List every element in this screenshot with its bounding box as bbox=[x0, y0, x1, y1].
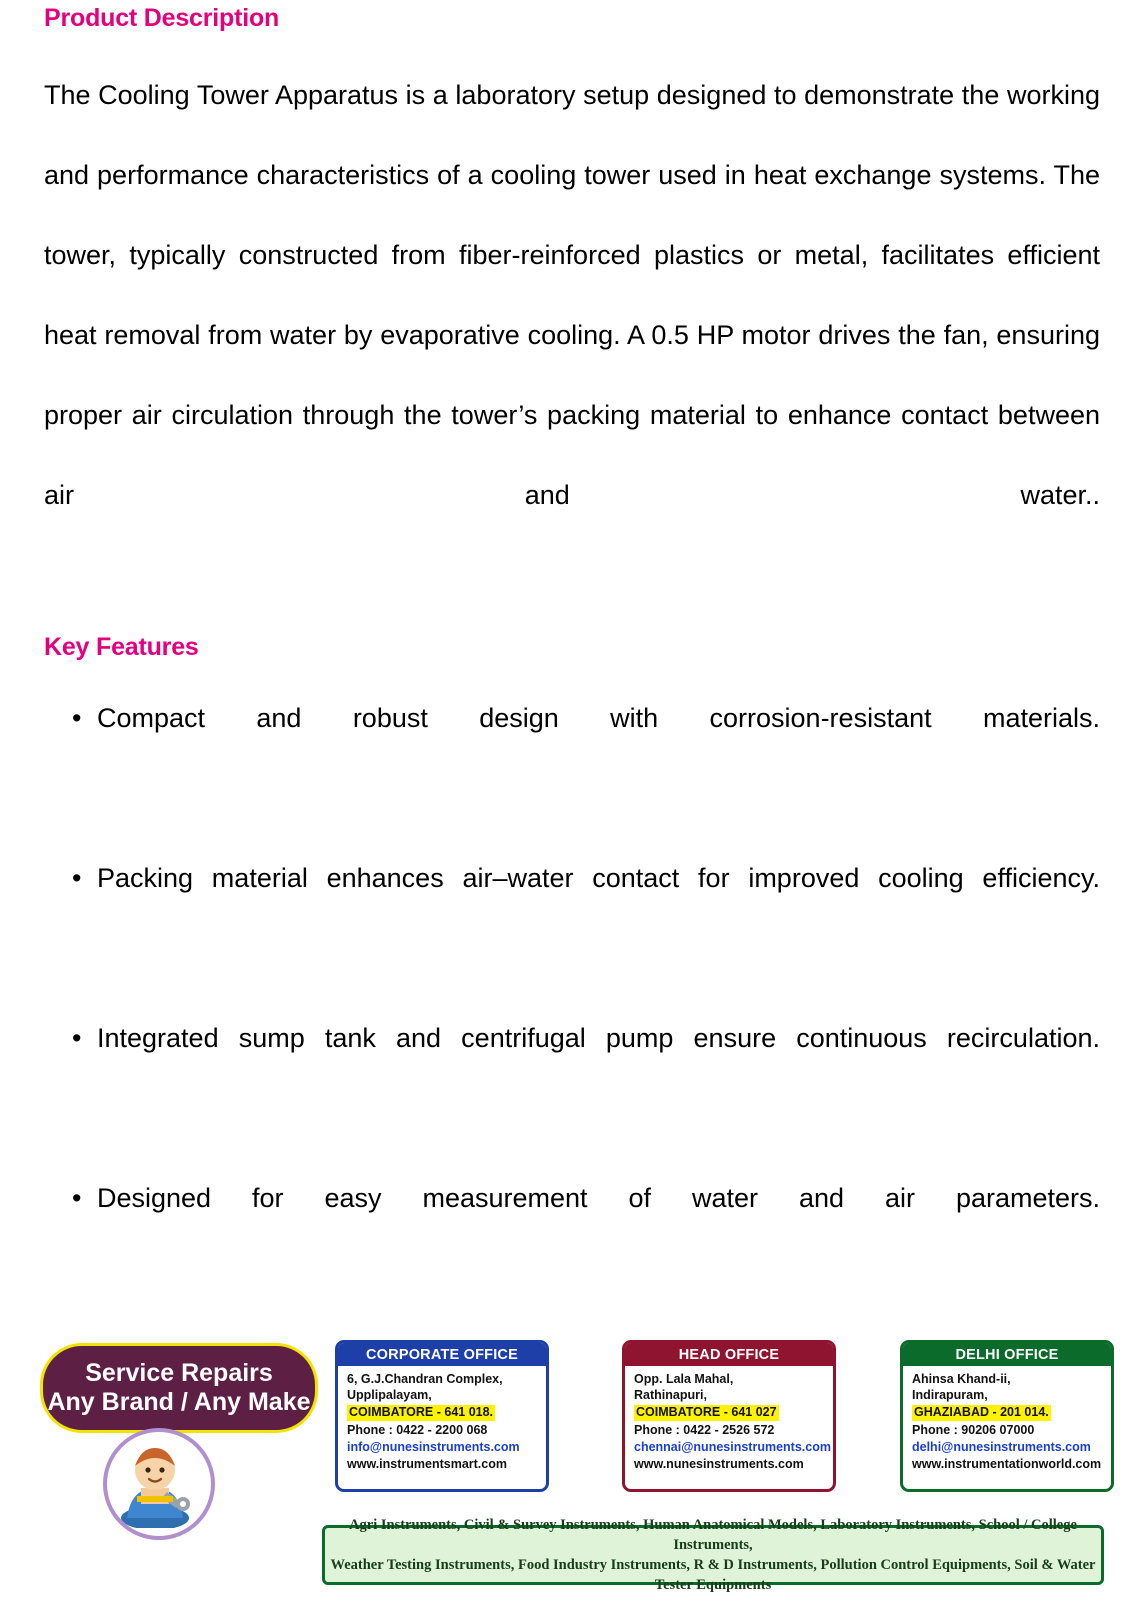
office-website[interactable]: www.instrumentationworld.com bbox=[912, 1456, 1102, 1471]
office-card-corporate bbox=[335, 1340, 549, 1492]
office-website[interactable]: www.nunesinstruments.com bbox=[634, 1456, 804, 1471]
list-item bbox=[44, 1158, 1100, 1318]
office-website[interactable]: www.instrumentsmart.com bbox=[347, 1456, 507, 1471]
list-item bbox=[44, 678, 1100, 838]
key-feature-text: Compact and robust design with corrosion-resistant materials. bbox=[97, 703, 1100, 733]
service-badge-line2: Any Brand / Any Make bbox=[47, 1388, 311, 1416]
office-phone: Phone : 90206 07000 bbox=[912, 1422, 1035, 1437]
office-city: GHAZIABAD - 201 014. bbox=[914, 1405, 1049, 1419]
office-address-line1: Ahinsa Khand-ii, bbox=[912, 1372, 1011, 1386]
list-item bbox=[44, 998, 1100, 1158]
office-address-line2: Upplipalayam, bbox=[347, 1387, 432, 1402]
office-address-line1: 6, G.J.Chandran Complex, bbox=[347, 1372, 503, 1386]
products-banner-line2: Weather Testing Instruments, Food Industry Instruments, R & D Instruments, Pollution Control Equipments, Soil & Water Tester Equipments bbox=[330, 1557, 1096, 1593]
office-address-line1: Opp. Lala Mahal, bbox=[634, 1372, 734, 1386]
office-email[interactable]: chennai@nunesinstruments.com bbox=[634, 1440, 831, 1454]
key-features-heading: Key Features bbox=[44, 633, 199, 661]
office-address-line2: Rathinapuri, bbox=[634, 1387, 707, 1402]
office-card-body bbox=[903, 1366, 1111, 1476]
key-features-list bbox=[44, 662, 1100, 1318]
product-description-paragraph: The Cooling Tower Apparatus is a laboratory setup designed to demonstrate the working and performance characteristics of a cooling tower used in heat exchange systems. The tower, typically constructed from fiber-reinforced plastics or metal, facilitates efficient heat removal from water by evaporative cooling. A 0.5 HP motor drives the fan, ensuring proper air circulation through the tower’s packing material to enhance contact between air and water.. bbox=[44, 80, 1100, 510]
office-card-delhi bbox=[900, 1340, 1114, 1492]
products-banner bbox=[322, 1517, 1104, 1593]
office-phone: Phone : 0422 - 2200 068 bbox=[347, 1422, 488, 1437]
key-feature-text: Designed for easy measurement of water and air parameters. bbox=[97, 1183, 1100, 1213]
service-badge-line1: Service Repairs bbox=[85, 1359, 273, 1388]
office-email[interactable]: delhi@nunesinstruments.com bbox=[912, 1440, 1091, 1454]
office-card-title: CORPORATE OFFICE bbox=[338, 1343, 546, 1366]
office-card-body bbox=[625, 1366, 833, 1476]
office-card-title: HEAD OFFICE bbox=[625, 1343, 833, 1366]
office-card-head bbox=[622, 1340, 836, 1492]
office-card-body bbox=[338, 1366, 546, 1476]
key-feature-text: Integrated sump tank and centrifugal pump ensure continuous recirculation. bbox=[97, 1023, 1100, 1053]
office-email[interactable]: info@nunesinstruments.com bbox=[347, 1440, 520, 1454]
page-footer bbox=[0, 1340, 1144, 1600]
product-description-heading: Product Description bbox=[44, 4, 280, 32]
office-city: COIMBATORE - 641 018. bbox=[349, 1405, 494, 1419]
products-banner-line1: Agri Instruments, Civil & Survey Instruments, Human Anatomical Models, Laboratory Instruments, School / College Instruments, bbox=[349, 1517, 1077, 1553]
key-feature-text: Packing material enhances air–water contact for improved cooling efficiency. bbox=[97, 863, 1100, 893]
office-phone: Phone : 0422 - 2526 572 bbox=[634, 1422, 775, 1437]
list-item bbox=[44, 838, 1100, 998]
office-address-line2: Indirapuram, bbox=[912, 1387, 988, 1402]
mechanic-mascot-icon bbox=[103, 1428, 215, 1540]
office-city: COIMBATORE - 641 027 bbox=[636, 1405, 777, 1419]
service-repairs-badge bbox=[40, 1343, 318, 1433]
office-card-title: DELHI OFFICE bbox=[903, 1343, 1111, 1366]
